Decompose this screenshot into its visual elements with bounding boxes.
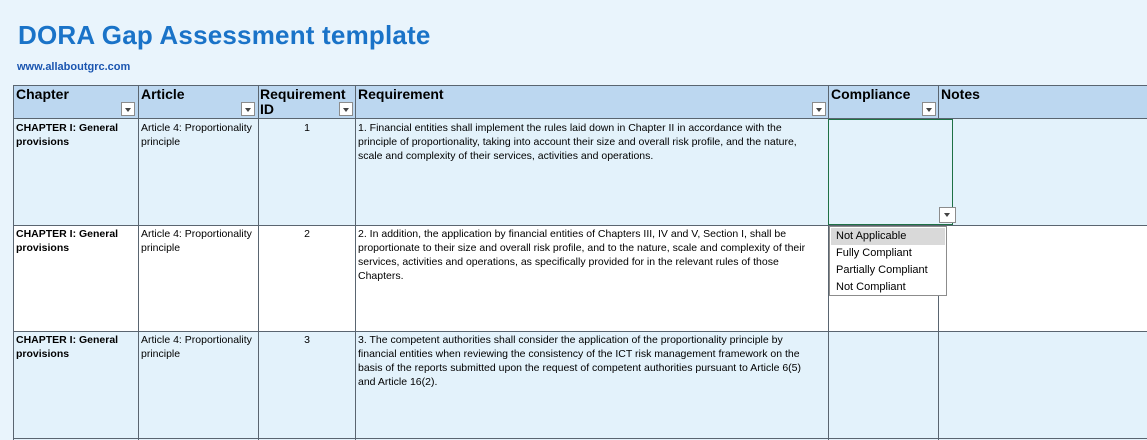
article-cell: Article 4: Proportionality principle [141, 122, 252, 148]
filter-requirement-id-icon[interactable] [339, 102, 353, 116]
chapter-cell: CHAPTER I: General provisions [16, 228, 119, 254]
filter-compliance-icon[interactable] [922, 102, 936, 116]
page-title: DORA Gap Assessment template [18, 20, 431, 50]
requirement-id-cell: 3 [304, 334, 310, 346]
compliance-dropdown-list [829, 226, 947, 296]
header-requirement-id: Requirement ID [260, 86, 346, 117]
compliance-cell-selected[interactable] [828, 119, 953, 225]
filter-article-icon[interactable] [241, 102, 255, 116]
article-cell: Article 4: Proportionality principle [141, 228, 252, 254]
option-not-applicable[interactable]: Not Applicable [831, 228, 945, 245]
requirement-cell: 2. In addition, the application by financial entities of Chapters III, IV and V, Section I, shall be proportionate to their size and overall risk profile, and to the nature, scale and complexity of their services, activities and operations, as specifically provided for in the relevant rules of those Chapters. [358, 228, 806, 282]
option-not-compliant[interactable]: Not Compliant [836, 281, 906, 293]
requirement-cell: 1. Financial entities shall implement the rules laid down in Chapter II in accordance with the principle of proportionality, taking into account their size and overall risk profile, and the nature, scale and complexity of their services, activities and operations. [358, 122, 797, 162]
chapter-cell: CHAPTER I: General provisions [16, 334, 119, 360]
requirement-id-cell: 1 [304, 122, 310, 134]
filter-chapter-icon[interactable] [121, 102, 135, 116]
header-requirement: Requirement [358, 86, 444, 102]
header-notes: Notes [941, 86, 980, 102]
website-link[interactable]: www.allaboutgrc.com [17, 61, 131, 73]
header-compliance: Compliance [831, 86, 911, 102]
filter-requirement-icon[interactable] [812, 102, 826, 116]
compliance-dropdown-arrow-icon[interactable] [939, 207, 956, 223]
chapter-cell: CHAPTER I: General provisions [16, 122, 119, 148]
option-partially-compliant[interactable]: Partially Compliant [836, 264, 928, 276]
assessment-table [13, 85, 1147, 440]
header-article: Article [141, 86, 185, 102]
requirement-id-cell: 2 [304, 228, 310, 240]
option-fully-compliant[interactable]: Fully Compliant [836, 247, 912, 259]
header-chapter: Chapter [16, 86, 69, 102]
article-cell: Article 4: Proportionality principle [141, 334, 252, 360]
requirement-cell: 3. The competent authorities shall consider the application of the proportionality principle by financial entities when reviewing the consistency of the ICT risk management framework on the basis of the reports submitted upon the request of competent authorities pursuant to Article 6(5) and Article 16(2). [358, 334, 801, 388]
